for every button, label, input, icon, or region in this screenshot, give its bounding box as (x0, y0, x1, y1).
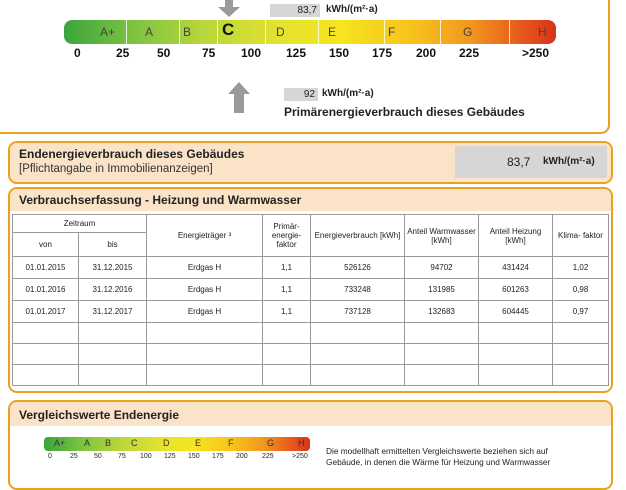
mini-tick: 0 (48, 453, 52, 460)
cell-von: 01.01.2015 (13, 257, 79, 279)
cell-klima: 0,97 (553, 301, 609, 323)
top-value-unit: kWh/(m²·a) (326, 4, 378, 15)
arrow-up-icon (228, 82, 250, 114)
scale-tick: 75 (202, 46, 216, 60)
cell-heizung: 601263 (479, 279, 553, 301)
mini-class-label: D (163, 438, 170, 448)
table-row (13, 279, 609, 301)
mini-class-label: H (298, 438, 305, 448)
header-zeitraum: Zeitraum (13, 215, 147, 233)
mini-tick: 75 (118, 453, 126, 460)
scale-tick: 175 (372, 46, 393, 60)
arrow-down-icon (218, 0, 240, 18)
scale-tick: 50 (157, 46, 171, 60)
scale-tick: >250 (522, 46, 550, 60)
mini-class-label: E (195, 438, 202, 448)
cell-traeger: Erdgas H (147, 279, 263, 301)
cell-warmwasser: 94702 (405, 257, 479, 279)
table-row-empty (13, 344, 609, 365)
cell-von: 01.01.2017 (13, 301, 79, 323)
mini-tick: 200 (236, 453, 248, 460)
cell-verbrauch: 526126 (311, 257, 405, 279)
mini-tick: 150 (188, 453, 200, 460)
header-von: von (13, 233, 79, 257)
header-klima: Klima- faktor (553, 215, 609, 257)
cell-bis: 31.12.2016 (79, 279, 147, 301)
header-warmwasser: Anteil Warmwasser [kWh] (405, 215, 479, 257)
cell-verbrauch: 733248 (311, 279, 405, 301)
class-label: B (183, 25, 192, 39)
erfassung-title: Verbrauchserfassung - Heizung und Warmwasser (19, 193, 302, 207)
class-label: F (388, 25, 396, 39)
mini-class-label: B (105, 438, 112, 448)
class-label: A (145, 25, 154, 39)
class-label: A+ (100, 25, 116, 39)
class-label: E (328, 25, 337, 39)
scale-tick: 200 (416, 46, 437, 60)
mini-tick: 50 (94, 453, 102, 460)
mini-tick: 125 (164, 453, 176, 460)
cell-faktor: 1,1 (263, 257, 311, 279)
energy-scale-bar (64, 20, 556, 44)
cell-warmwasser: 132683 (405, 301, 479, 323)
cell-klima: 1,02 (553, 257, 609, 279)
mini-class-label: C (131, 438, 138, 448)
mini-tick: 25 (70, 453, 78, 460)
mini-class-label: A+ (54, 438, 66, 448)
cell-heizung: 604445 (479, 301, 553, 323)
endenergie-title: Endenergieverbrauch dieses Gebäudes (19, 147, 245, 161)
cell-faktor: 1,1 (263, 301, 311, 323)
mini-class-label: F (228, 438, 234, 448)
scale-tick: 100 (241, 46, 262, 60)
cell-traeger: Erdgas H (147, 301, 263, 323)
scale-tick: 150 (329, 46, 350, 60)
primary-value-box (284, 88, 318, 101)
table-row (13, 301, 609, 323)
vergleich-text-line1: Die modellhaft ermittelten Vergleichswerte beziehen sich auf (326, 446, 548, 456)
mini-tick: 100 (140, 453, 152, 460)
table-row-empty (13, 323, 609, 344)
mini-tick: 175 (212, 453, 224, 460)
class-label: D (276, 25, 285, 39)
primary-value: 92 (303, 89, 315, 100)
table-row-empty (13, 365, 609, 386)
header-verbrauch: Energieverbrauch [kWh] (311, 215, 405, 257)
header-faktor: Primär- energie- faktor (263, 215, 311, 257)
primary-label: Primärenergieverbrauch dieses Gebäudes (284, 105, 525, 119)
scale-tick: 225 (459, 46, 480, 60)
class-label-highlight: C (222, 20, 235, 39)
scale-tick: 0 (74, 46, 81, 60)
header-energietraeger: Energieträger ³ (147, 215, 263, 257)
class-label: H (538, 25, 547, 39)
primary-unit: kWh/(m²·a) (322, 88, 374, 99)
verbrauch-table (12, 214, 609, 386)
class-label: G (463, 25, 473, 39)
table-row (13, 257, 609, 279)
header-bis: bis (79, 233, 147, 257)
mini-class-label: G (267, 438, 275, 448)
endenergie-unit: kWh/(m²·a) (543, 156, 595, 167)
cell-bis: 31.12.2015 (79, 257, 147, 279)
endenergie-value: 83,7 (507, 155, 531, 169)
cell-heizung: 431424 (479, 257, 553, 279)
cell-verbrauch: 737128 (311, 301, 405, 323)
scale-tick: 125 (286, 46, 307, 60)
mini-class-label: A (84, 438, 91, 448)
vergleich-title: Vergleichswerte Endenergie (19, 408, 180, 422)
cell-klima: 0,98 (553, 279, 609, 301)
mini-tick: >250 (292, 453, 308, 460)
header-heizung: Anteil Heizung [kWh] (479, 215, 553, 257)
cell-bis: 31.12.2017 (79, 301, 147, 323)
cell-traeger: Erdgas H (147, 257, 263, 279)
cell-faktor: 1,1 (263, 279, 311, 301)
scale-tick: 25 (116, 46, 130, 60)
vergleich-text-line2: Gebäude, in denen die Wärme für Heizung und Warmwasser (326, 457, 551, 467)
endenergie-subtitle: [Pflichtangabe in Immobilienanzeigen] (19, 163, 213, 175)
mini-tick: 225 (262, 453, 274, 460)
cell-von: 01.01.2016 (13, 279, 79, 301)
top-value: 83,7 (297, 5, 317, 16)
cell-warmwasser: 131985 (405, 279, 479, 301)
top-value-box (270, 4, 320, 17)
